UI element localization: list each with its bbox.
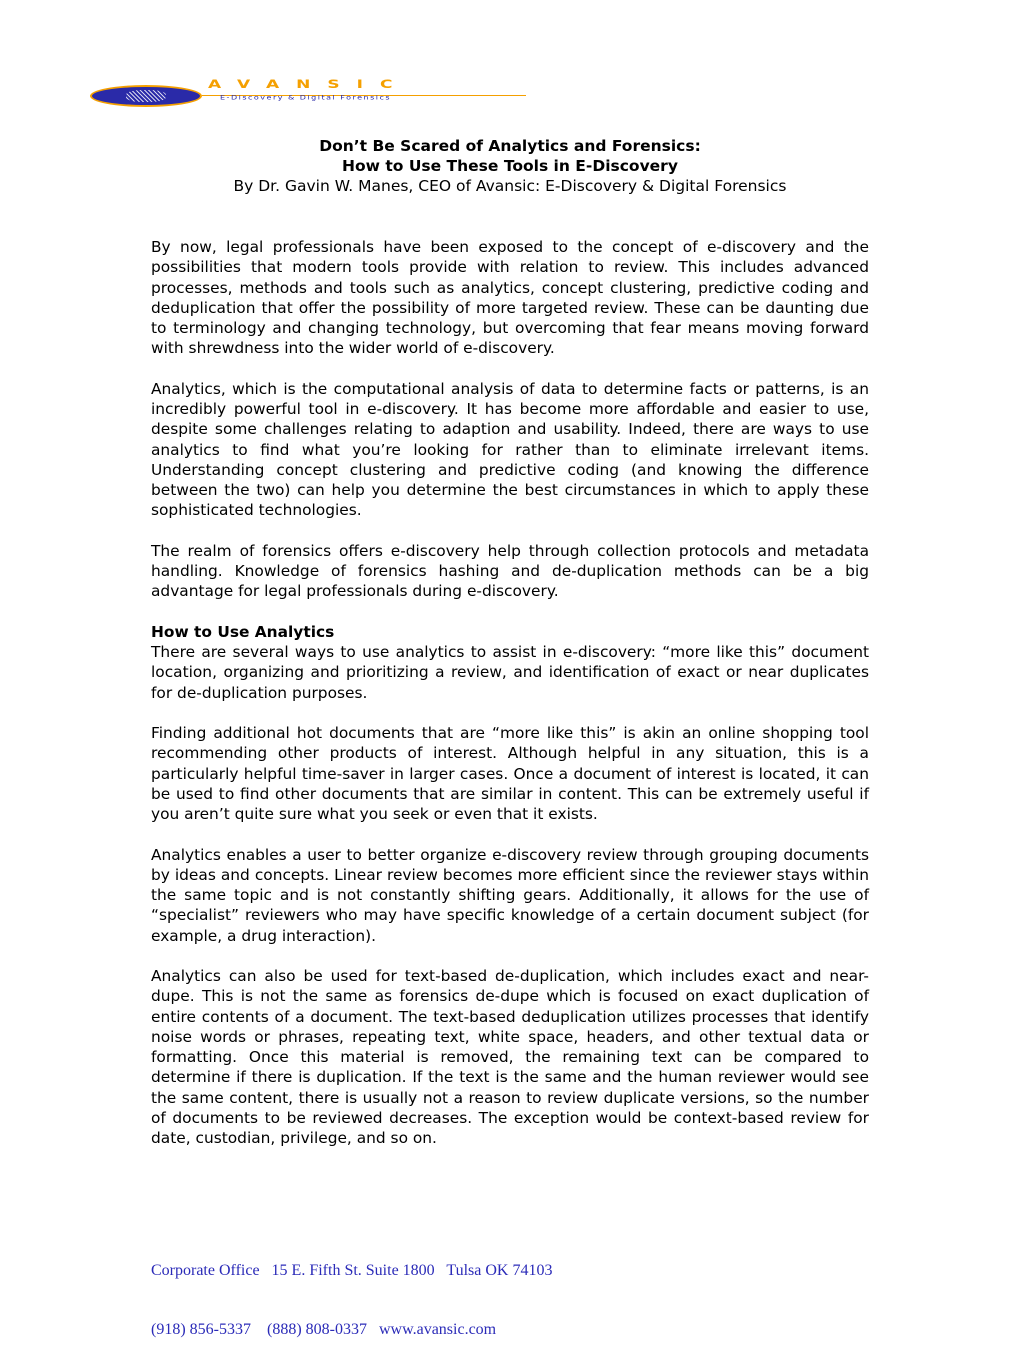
document-header (0, 136, 1020, 197)
logo-tagline: E-Discovery & Digital Forensics (220, 94, 392, 102)
paragraph: There are several ways to use analytics to assist in e-discovery: “more like this” document location, organizing and prioritizing a review, and identification of exact or near duplicates for de-duplication purposes. (151, 643, 869, 702)
paragraph: The realm of forensics offers e-discovery help through collection protocols and metadata handling. Knowledge of forensics hashing and de-duplication methods can be a big advantage for legal professionals during e-discovery. (151, 541, 869, 601)
logo-name: AVANSIC (208, 78, 410, 91)
section-heading: How to Use Analytics (151, 622, 335, 641)
footer (151, 1222, 552, 1359)
document-body (151, 237, 869, 1169)
paragraph: Finding additional hot documents that are “more like this” is akin an online shopping tool recommending other products of interest. Although helpful in any situation, this is a particularly helpful time-saver in larger cases. Once a document of interest is located, it can be used to find other documents that are similar in content. This can be extremely useful if you aren’t quite sure what you seek or even that it exists. (151, 724, 869, 823)
paragraph: Analytics, which is the computational analysis of data to determine facts or patterns, is an incredibly powerful tool in e-discovery. It has become more affordable and easier to use, despite some challenges relating to adaption and usability. Indeed, there are ways to use analytics to find what you’re looking for rather than to eliminate irrelevant items. Understanding concept clustering and predictive coding (and knowing the difference between the two) can help you determine the best circumstances in which to apply these sophisticated technologies. (151, 379, 869, 520)
byline: By Dr. Gavin W. Manes, CEO of Avansic: E-Discovery & Digital Forensics (233, 177, 787, 196)
paragraph: Analytics enables a user to better organize e-discovery review through grouping documents by ideas and concepts. Linear review becomes more efficient since the reviewer stays within the same topic and is not constantly shifting gears. Additionally, it allows for the use of “specialist” reviewers who may have specific knowledge of a certain document subject (for example, a drug interaction). (151, 845, 869, 945)
footer-contact: (918) 856-5337 (888) 808-0337 www.avansic.com (151, 1320, 497, 1338)
title-line-1: Don’t Be Scared of Analytics and Forensics: (319, 137, 701, 155)
paragraph: By now, legal professionals have been exposed to the concept of e-discovery and the possibilities that modern tools provide with relation to review. This includes advanced processes, methods and tools such as analytics, concept clustering, predictive coding and deduplication that offer the possibility of more targeted review. These can be daunting due to terminology and changing technology, but overcoming that fear means moving forward with shrewdness into the wider world of e-discovery. (151, 238, 869, 358)
footer-address: Corporate Office 15 E. Fifth St. Suite 1800 Tulsa OK 74103 (151, 1262, 553, 1279)
avansic-logo (90, 78, 530, 108)
logo-globe-icon (90, 85, 202, 107)
paragraph: Analytics can also be used for text-based de-duplication, which includes exact and near-dupe. This is not the same as forensics de-dupe which is focused on exact duplication of entire contents of a document. The text-based deduplication utilizes processes that identify noise words or phrases, repeating text, white space, headers, and other textual data or formatting. Once this material is removed, the remaining text can be compared to determine if there is duplication. If the text is the same and the human reviewer would see the same content, there is usually not a reason to review duplicate versions, so the number of documents to be reviewed decreases. The exception would be context-based review for date, custodian, privilege, and so on. (151, 967, 869, 1147)
title-line-2: How to Use These Tools in E-Discovery (342, 157, 678, 176)
